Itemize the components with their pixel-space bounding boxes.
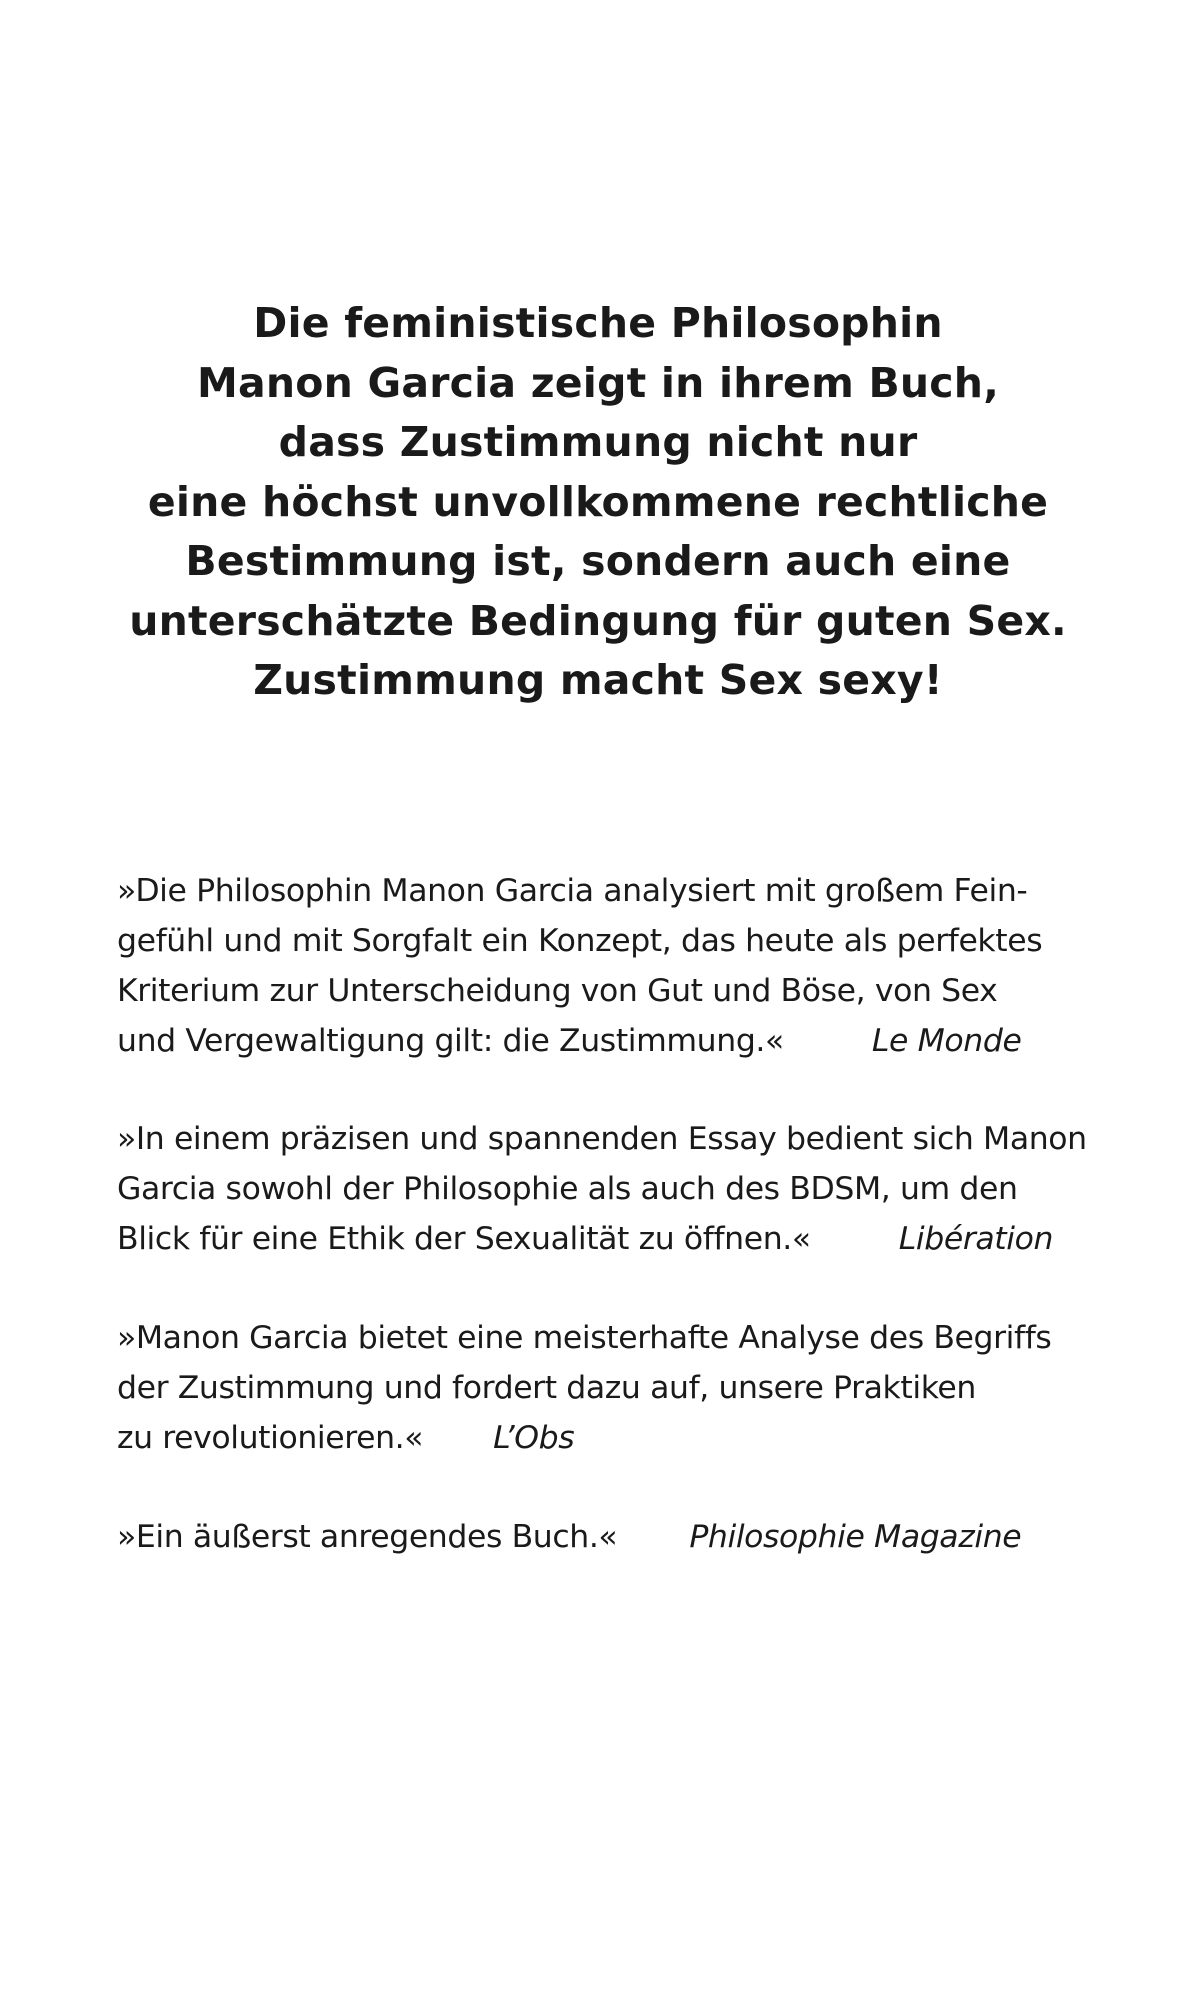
- blurb-line: Bestimmung ist, sondern auch eine: [185, 537, 1011, 585]
- blurb-line: unterschätzte Bedingung für guten Sex.: [129, 596, 1067, 645]
- quote-source: Le Monde: [871, 1023, 1022, 1059]
- quote-line: Garcia sowohl der Philosophie als auch des BDSM, um den: [117, 1171, 1018, 1207]
- quote-text: zu revolutionieren.«: [117, 1420, 424, 1456]
- review-quote-liberation: [117, 1114, 1117, 1264]
- quote-line: »Die Philosophin Manon Garcia analysiert mit großem Fein-: [117, 873, 1028, 909]
- blurb-line: Die feministische Philosophin: [253, 299, 943, 347]
- quote-line: gefühl und mit Sorgfalt ein Konzept, das heute als perfektes: [117, 923, 1043, 959]
- quote-last-line: [117, 1413, 1117, 1463]
- review-quote-lobs: [117, 1313, 1117, 1463]
- quote-line: der Zustimmung und fordert dazu auf, unsere Praktiken: [117, 1370, 976, 1406]
- quote-text: »Ein äußerst anregendes Buch.«: [117, 1519, 618, 1555]
- quote-text: Blick für eine Ethik der Sexualität zu öffnen.«: [117, 1221, 811, 1257]
- quote-source: L’Obs: [493, 1420, 575, 1456]
- review-quote-philosophie-magazine: [117, 1512, 1117, 1562]
- review-quote-le-monde: [117, 866, 1117, 1066]
- quote-line: Kriterium zur Unterscheidung von Gut und Böse, von Sex: [117, 973, 998, 1009]
- blurb-line: Manon Garcia zeigt in ihrem Buch,: [197, 358, 999, 407]
- quote-last-line: [117, 1016, 1117, 1066]
- quote-line: »Manon Garcia bietet eine meisterhafte Analyse des Begriffs: [117, 1320, 1052, 1356]
- quote-line: »In einem präzisen und spannenden Essay bedient sich Manon: [117, 1121, 1087, 1157]
- quote-source: Philosophie Magazine: [689, 1519, 1022, 1555]
- blurb-line: dass Zustimmung nicht nur: [278, 418, 918, 466]
- blurb-text: [0, 294, 1196, 711]
- quote-last-line: [117, 1214, 1117, 1264]
- blurb-line: eine höchst unvollkommene rechtliche: [147, 477, 1049, 526]
- quote-text: und Vergewaltigung gilt: die Zustimmung.«: [117, 1023, 784, 1059]
- quote-last-line: [117, 1512, 1117, 1562]
- quote-source: Libération: [898, 1221, 1054, 1257]
- blurb-line: Zustimmung macht Sex sexy!: [253, 656, 943, 704]
